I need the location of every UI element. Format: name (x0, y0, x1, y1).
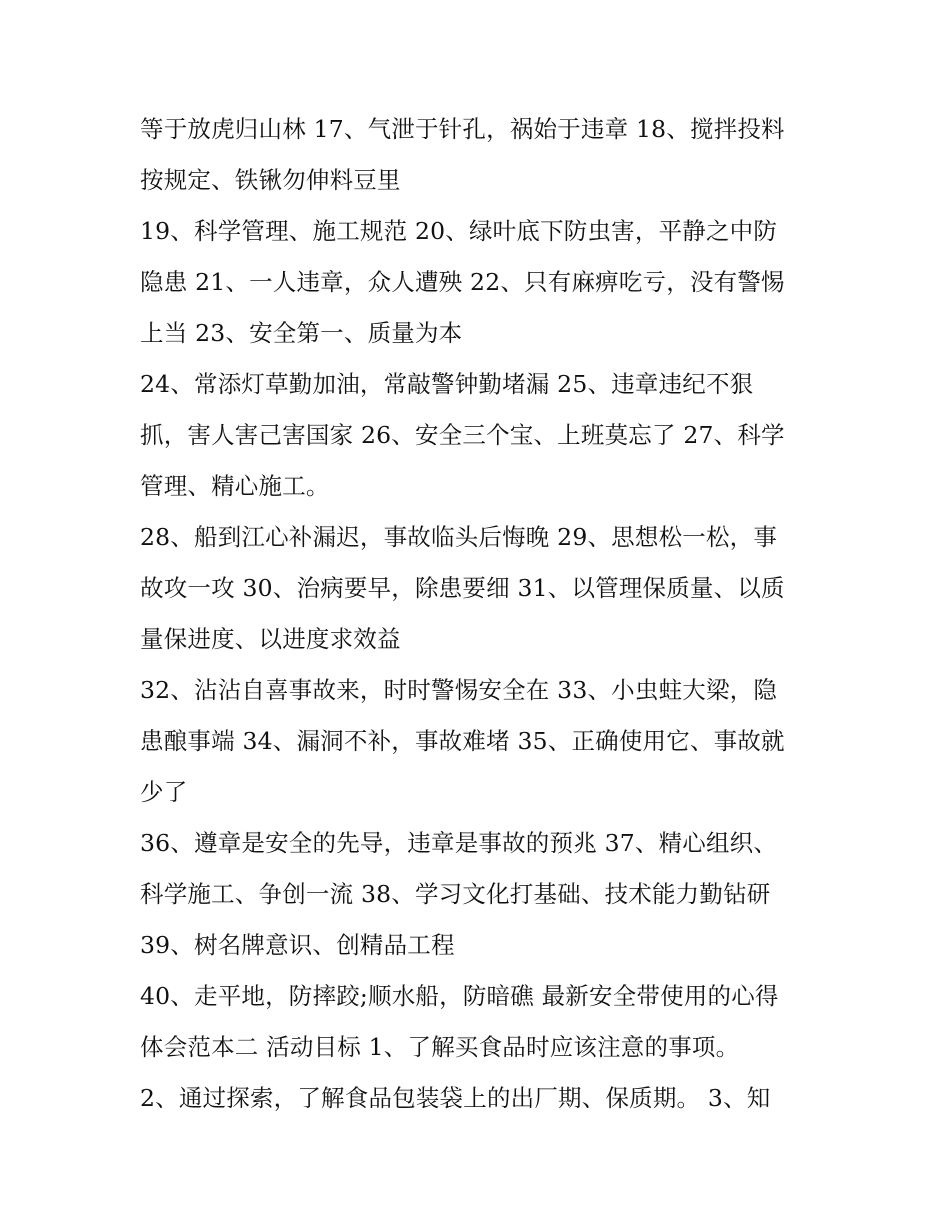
text-line-14: 少了 (140, 778, 188, 806)
text-line-2: 按规定、铁锹勿伸料豆里 (140, 166, 401, 194)
text-line-7: 抓，害人害己害国家 26、安全三个宝、上班莫忘了 27、科学 (140, 421, 785, 449)
text-line-13: 患酿事端 34、漏洞不补，事故难堵 35、正确使用它、事故就 (140, 727, 785, 755)
text-line-20: 2、通过探索，了解食品包装袋上的出厂期、保质期。 3、知 (140, 1084, 771, 1112)
text-line-11: 量保进度、以进度求效益 (140, 625, 401, 653)
text-line-6: 24、常添灯草勤加油，常敲警钟勤堵漏 25、违章违纪不狠 (140, 370, 754, 398)
text-line-17: 39、树名牌意识、创精品工程 (140, 931, 455, 959)
text-line-3: 19、科学管理、施工规范 20、绿叶底下防虫害，平静之中防 (140, 217, 778, 245)
text-line-15: 36、遵章是安全的先导，违章是事故的预兆 37、精心组织、 (140, 829, 778, 857)
text-line-18: 40、走平地，防摔跤;顺水船，防暗礁 最新安全带使用的心得 (140, 982, 779, 1010)
text-line-12: 32、沾沾自喜事故来，时时警惕安全在 33、小虫蛀大梁，隐 (140, 676, 778, 704)
text-line-16: 科学施工、争创一流 38、学习文化打基础、技术能力勤钻研 (140, 880, 771, 908)
text-line-5: 上当 23、安全第一、质量为本 (140, 319, 463, 347)
text-line-10: 故攻一攻 30、治病要早，除患要细 31、以管理保质量、以质 (140, 574, 785, 602)
text-line-1: 等于放虎归山林 17、气泄于针孔，祸始于违章 18、搅拌投料 (140, 115, 785, 143)
body-text (140, 104, 820, 1124)
text-line-8: 管理、精心施工。 (140, 472, 330, 500)
text-line-9: 28、船到江心补漏迟，事故临头后悔晚 29、思想松一松，事 (140, 523, 778, 551)
text-line-4: 隐患 21、一人违章，众人遭殃 22、只有麻痹吃亏，没有警惕 (140, 268, 785, 296)
text-line-19: 体会范本二 活动目标 1、了解买食品时应该注意的事项。 (140, 1033, 740, 1061)
